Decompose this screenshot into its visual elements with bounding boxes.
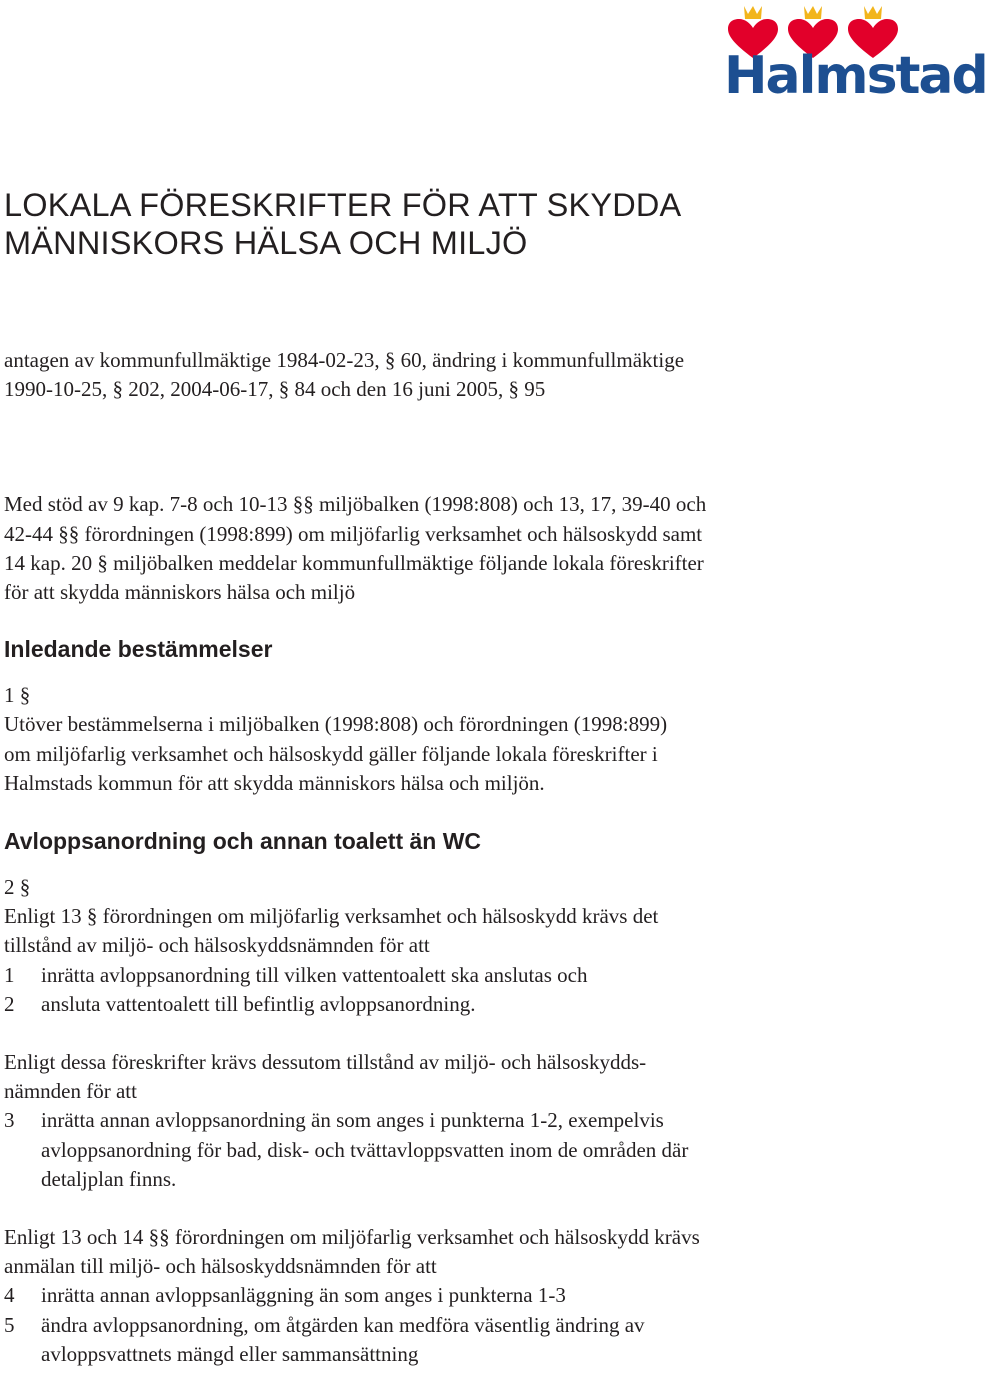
numbered-list xyxy=(4,961,954,1019)
text-line: för att skydda människors hälsa och miljö xyxy=(4,580,356,605)
text-line: avloppsvattnets mängd eller sammansättning xyxy=(41,1341,419,1366)
section2-paragraph xyxy=(4,902,954,960)
document-title xyxy=(4,186,954,262)
section-heading: Inledande bestämmelser xyxy=(4,636,273,663)
halmstad-logo xyxy=(724,2,987,106)
text-line: Med stöd av 9 kap. 7-8 och 10-13 §§ miljöbalken (1998:808) och 13, 17, 39-40 och xyxy=(4,492,707,517)
text-line: 42-44 §§ förordningen (1998:899) om miljöfarlig verksamhet och hälsoskydd samt xyxy=(4,521,703,546)
text-line: Enligt 13 och 14 §§ förordningen om miljöfarlig verksamhet och hälsoskydd krävs xyxy=(4,1225,700,1250)
numbered-list xyxy=(4,1106,954,1194)
text-line: Utöver bestämmelserna i miljöbalken (1998:808) och förordningen (1998:899) xyxy=(4,712,668,737)
text-line: inrätta annan avloppsanordning än som anges i punkterna 1-2, exempelvis xyxy=(41,1108,664,1133)
text-line: 1990-10-25, § 202, 2004-06-17, § 84 och den 16 juni 2005, § 95 xyxy=(4,377,546,402)
text-line: antagen av kommunfullmäktige 1984-02-23, § 60, ändring i kommunfullmäktige xyxy=(4,348,685,372)
numbered-list xyxy=(4,1281,954,1369)
text-line: inrätta annan avloppsanläggning än som anges i punkterna 1-3 xyxy=(41,1283,566,1308)
text-line: tillstånd av miljö- och hälsoskyddsnämnden för att xyxy=(4,933,430,958)
list-item xyxy=(4,1106,954,1194)
title-line: MÄNNISKORS HÄLSA OCH MILJÖ xyxy=(4,225,528,261)
text-line: 14 kap. 20 § miljöbalken meddelar kommunfullmäktige följande lokala föreskrifter xyxy=(4,550,704,575)
list-item xyxy=(4,1311,954,1369)
list-number: 5 xyxy=(4,1312,15,1337)
list-text xyxy=(41,1281,954,1310)
list-number: 3 xyxy=(4,1108,15,1133)
crown-icon xyxy=(804,6,822,19)
paragraph-number: 2 § xyxy=(4,875,31,900)
logo-wordmark: Halmstad xyxy=(724,46,987,106)
text-line: Enligt 13 § förordningen om miljöfarlig verksamhet och hälsoskydd krävs det xyxy=(4,904,659,929)
text-line: anmälan till miljö- och hälsoskyddsnämnden för att xyxy=(4,1254,437,1279)
list-text xyxy=(41,1106,954,1194)
intro-paragraph xyxy=(4,490,954,607)
paragraph-number: 1 § xyxy=(4,683,31,708)
crown-icon xyxy=(744,6,762,19)
section2-paragraph xyxy=(4,1223,954,1281)
crown-icon xyxy=(864,6,882,19)
list-text xyxy=(41,1311,954,1369)
text-line: nämnden för att xyxy=(4,1079,137,1104)
text-line: Enligt dessa föreskrifter krävs dessutom tillstånd av miljö- och hälsoskydds- xyxy=(4,1050,647,1075)
text-line: om miljöfarlig verksamhet och hälsoskydd gäller följande lokala föreskrifter i xyxy=(4,741,658,766)
list-text: ansluta vattentoalett till befintlig avloppsanordning. xyxy=(41,991,476,1016)
section-heading: Avloppsanordning och annan toalett än WC xyxy=(4,828,482,855)
list-item xyxy=(4,961,954,990)
list-number: 1 xyxy=(4,962,15,987)
list-number: 4 xyxy=(4,1283,15,1308)
list-text: inrätta avloppsanordning till vilken vattentoalett ska anslutas och xyxy=(41,962,588,987)
list-item xyxy=(4,990,954,1019)
text-line: avloppsanordning för bad, disk- och tvättavloppsvatten inom de områden där xyxy=(41,1137,689,1162)
title-line: LOKALA FÖRESKRIFTER FÖR ATT SKYDDA xyxy=(4,187,682,223)
document-body xyxy=(4,186,954,1369)
adoption-note xyxy=(4,346,954,404)
text-line: Halmstads kommun för att skydda människors hälsa och miljön. xyxy=(4,770,545,795)
text-line: ändra avloppsanordning, om åtgärden kan medföra väsentlig ändring av xyxy=(41,1312,645,1337)
list-item xyxy=(4,1281,954,1310)
section1-body xyxy=(4,710,954,798)
section2-paragraph xyxy=(4,1048,954,1106)
text-line: detaljplan finns. xyxy=(41,1166,177,1191)
list-number: 2 xyxy=(4,991,15,1016)
